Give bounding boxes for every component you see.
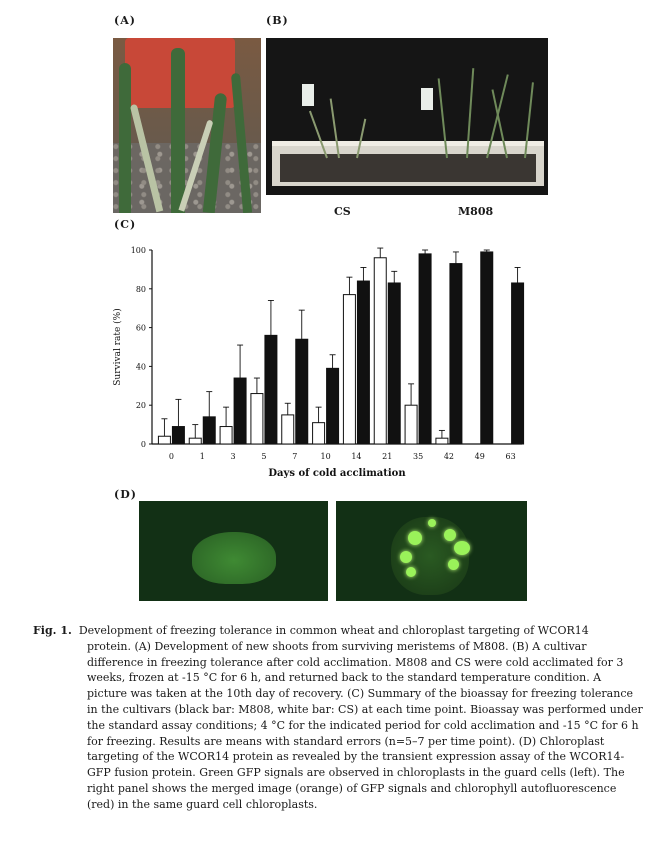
photo-panel-a-wheat-shoots (113, 38, 261, 213)
chloroplast-spot (444, 529, 456, 541)
x-tick-label: 1 (199, 452, 205, 461)
panel-a-label: (A) (114, 14, 136, 27)
bar-m808 (172, 427, 184, 444)
bar-cs (374, 258, 386, 444)
guard-cell-gfp (192, 532, 276, 584)
photo-panel-d-gfp-left (139, 501, 328, 601)
figure-label: Fig. 1. (33, 624, 72, 637)
bar-cs (436, 438, 448, 444)
x-tick-label: 35 (412, 452, 424, 461)
x-tick-label: 21 (382, 452, 393, 461)
label-tag (421, 88, 433, 110)
panel-d-label: (D) (114, 488, 137, 501)
bar-m808 (512, 283, 524, 444)
bar-m808 (357, 281, 369, 444)
tray-soil (280, 154, 536, 182)
chloroplast-spot (454, 541, 470, 555)
figure-caption (33, 623, 643, 813)
chloroplast-spot (406, 567, 416, 577)
bar-m808 (419, 254, 431, 444)
bar-m808 (265, 335, 277, 444)
bar-cs (405, 405, 417, 444)
chloroplast-spot (408, 531, 422, 545)
x-tick-label: 7 (292, 452, 298, 461)
y-tick-label: 20 (135, 401, 146, 411)
bar-cs (220, 427, 232, 444)
shoot-blade (171, 48, 185, 213)
bar-m808 (481, 252, 493, 444)
bar-cs (313, 423, 325, 444)
x-tick-label: 3 (230, 452, 236, 461)
x-tick-label: 10 (320, 452, 331, 461)
bar-m808 (203, 417, 215, 444)
y-tick-label: 60 (135, 323, 146, 333)
bar-m808 (327, 368, 339, 444)
cultivar-label-cs: CS (334, 205, 351, 218)
bar-cs (158, 436, 170, 444)
label-tag (302, 84, 314, 106)
chloroplast-spot (448, 559, 459, 570)
survival-rate-bar-chart (110, 240, 550, 480)
x-axis-label: Days of cold acclimation (268, 468, 406, 479)
bar-m808 (296, 339, 308, 444)
y-tick-label: 0 (140, 440, 146, 449)
y-tick-label: 40 (135, 362, 146, 372)
y-tick-label: 100 (130, 246, 146, 255)
panel-c-label: (C) (114, 218, 137, 231)
bar-cs (189, 438, 201, 444)
chloroplast-spot (428, 519, 436, 527)
x-tick-label: 63 (505, 452, 516, 461)
x-tick-label: 5 (261, 452, 267, 461)
photo-panel-b-cultivar-tray (266, 38, 548, 195)
shoot-blade (119, 63, 131, 213)
caption-first-line (33, 623, 643, 639)
bar-cs (251, 394, 263, 444)
bar-cs (282, 415, 294, 444)
y-axis-label: Survival rate (%) (113, 308, 123, 386)
photo-panel-d-merged-right (336, 501, 527, 601)
panel-b-label: (B) (266, 14, 289, 27)
x-tick-label: 14 (351, 452, 362, 461)
x-tick-label: 0 (168, 452, 174, 461)
x-tick-label: 49 (474, 452, 485, 461)
y-tick-label: 80 (135, 284, 146, 294)
bar-m808 (388, 283, 400, 444)
cultivar-label-m808: M808 (458, 205, 494, 218)
caption-body: protein. (A) Development of new shoots from surviving meristems of M808. (B) A cultivar difference in freezing tolerance after cold acclimation. M808 and CS were cold acclimated for 3 weeks, frozen at -15 °C for 6 h, and returned back to the standard temperature condition. A picture was taken at the 10th day of recovery. (C) Summary of the bioassay for freezing tolerance in the cultivars (black bar: M808, white bar: CS) at each time point. Bioassay was performed under the standard assay conditions; 4 °C for the indicated period for cold acclimation and -15 °C for 6 h for freezing. Results are means with standard errors (n=5–7 per time point). (D) Chloroplast targeting of the WCOR14 protein as revealed by the transient expression assay of the WCOR14-GFP fusion protein. Green GFP signals are observed in chloroplasts in the guard cells (left). The right panel shows the merged image (orange) of GFP signals and chlorophyll autofluorescence (red) in the same guard cell chloroplasts. (87, 639, 643, 811)
chloroplast-spot (400, 551, 412, 563)
bar-cs (343, 295, 355, 444)
x-tick-label: 42 (443, 452, 455, 461)
bar-m808 (234, 378, 246, 444)
caption-title: Development of freezing tolerance in common wheat and chloroplast targeting of WCOR14 (78, 624, 589, 637)
bar-m808 (450, 264, 462, 444)
